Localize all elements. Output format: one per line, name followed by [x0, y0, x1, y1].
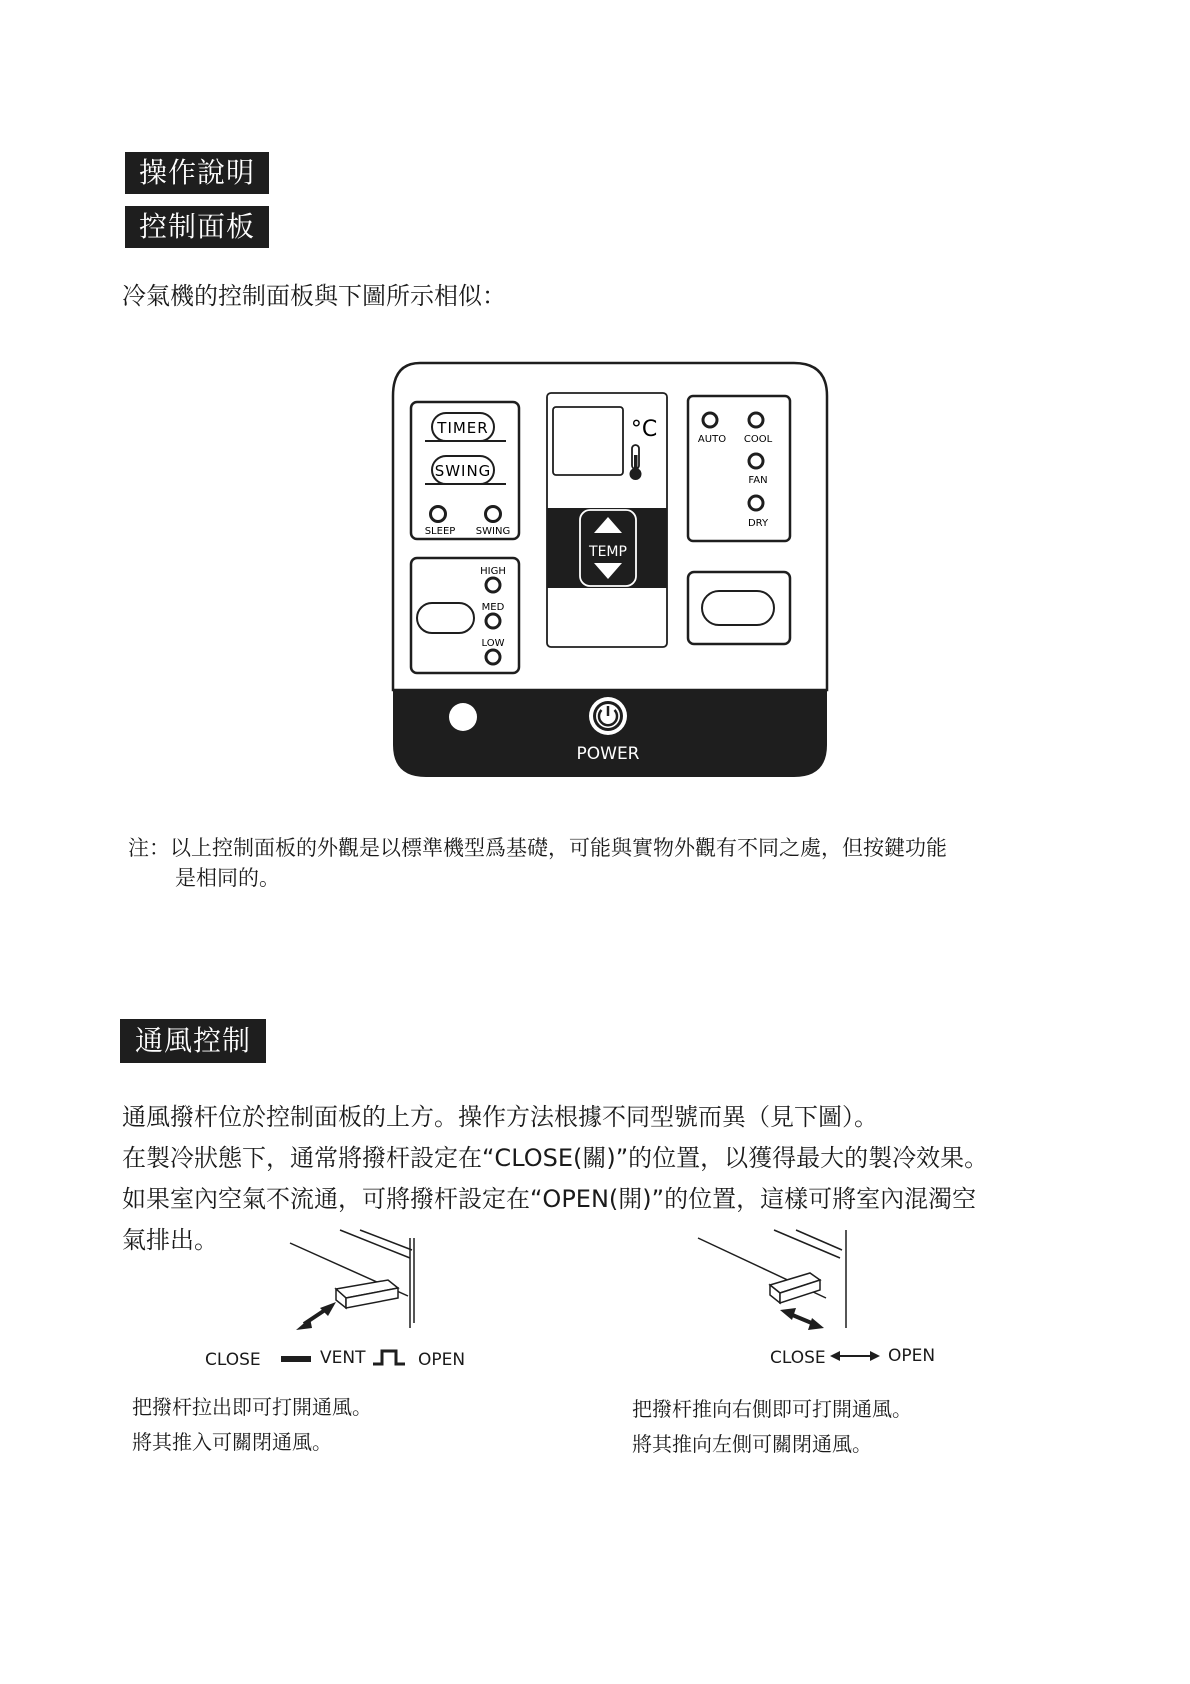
note-line-2: 是相同的。: [175, 866, 280, 890]
intro-text: 冷氣機的控制面板與下圖所示相似：: [122, 282, 506, 310]
low-label: LOW: [481, 638, 505, 649]
temp-label: TEMP: [589, 544, 627, 560]
section-header-vent-control: 通風控制: [120, 1019, 266, 1063]
fan-speed-button[interactable]: [417, 603, 474, 633]
control-panel-diagram: [390, 360, 830, 790]
slide-lever-diagram: [696, 1228, 856, 1338]
mode-button[interactable]: [702, 591, 774, 625]
celsius-label: °C: [630, 417, 658, 442]
sleep-led-label: SLEEP: [424, 526, 456, 537]
right-close-label: CLOSE: [770, 1348, 826, 1368]
swing-led-label: SWING: [475, 526, 511, 537]
thermometer-icon: [630, 445, 642, 480]
timer-button[interactable]: [432, 413, 494, 441]
timer-button-label: TIMER: [437, 419, 489, 437]
open-position-icon: [372, 1348, 406, 1366]
vent-paragraph-line-2: 在製冷狀態下，通常將撥杆設定在“CLOSE(關)”的位置，以獲得最大的製冷效果。: [122, 1144, 989, 1172]
right-caption-1: 把撥杆推向右側即可打開通風。: [632, 1397, 912, 1421]
high-label: HIGH: [480, 566, 506, 577]
left-caption-2: 將其推入可關閉通風。: [132, 1430, 332, 1454]
swing-button-label: SWING: [434, 462, 492, 480]
vent-paragraph-line-4: 氣排出。: [122, 1226, 218, 1254]
power-indicator-led: [449, 703, 477, 731]
double-arrow-icon: [296, 1302, 336, 1330]
power-button[interactable]: [589, 697, 627, 735]
vent-lever: [770, 1273, 820, 1303]
note-line-1: 注：以上控制面板的外觀是以標準機型爲基礎，可能與實物外觀有不同之處，但按鍵功能: [128, 836, 947, 860]
swing-button[interactable]: [432, 456, 494, 484]
section-header-operation: 操作說明: [125, 152, 269, 194]
auto-label: AUTO: [697, 434, 727, 445]
right-caption-2: 將其推向左側可關閉通風。: [632, 1432, 872, 1456]
fan-label: FAN: [748, 475, 768, 486]
vent-paragraph-line-1: 通風撥杆位於控制面板的上方。操作方法根據不同型號而異（見下圖）。: [122, 1103, 878, 1131]
slide-arrow-icon: [830, 1349, 880, 1363]
left-open-label: OPEN: [418, 1350, 466, 1370]
med-label: MED: [481, 602, 505, 613]
double-arrow-icon: [780, 1308, 824, 1330]
right-open-label: OPEN: [888, 1346, 936, 1366]
pull-lever-diagram: [288, 1228, 438, 1338]
section-header-control-panel: 控制面板: [125, 206, 269, 248]
left-close-label: CLOSE: [205, 1350, 261, 1370]
left-caption-1: 把撥杆拉出即可打開通風。: [132, 1395, 372, 1419]
vent-label: VENT: [320, 1348, 366, 1368]
close-position-icon: [281, 1356, 311, 1362]
cool-label: COOL: [743, 434, 773, 445]
power-label: POWER: [576, 744, 640, 764]
vent-paragraph-line-3: 如果室內空氣不流通，可將撥杆設定在“OPEN(開)”的位置，這樣可將室內混濁空: [122, 1185, 977, 1213]
dry-label: DRY: [747, 518, 769, 529]
vent-lever: [336, 1280, 398, 1308]
